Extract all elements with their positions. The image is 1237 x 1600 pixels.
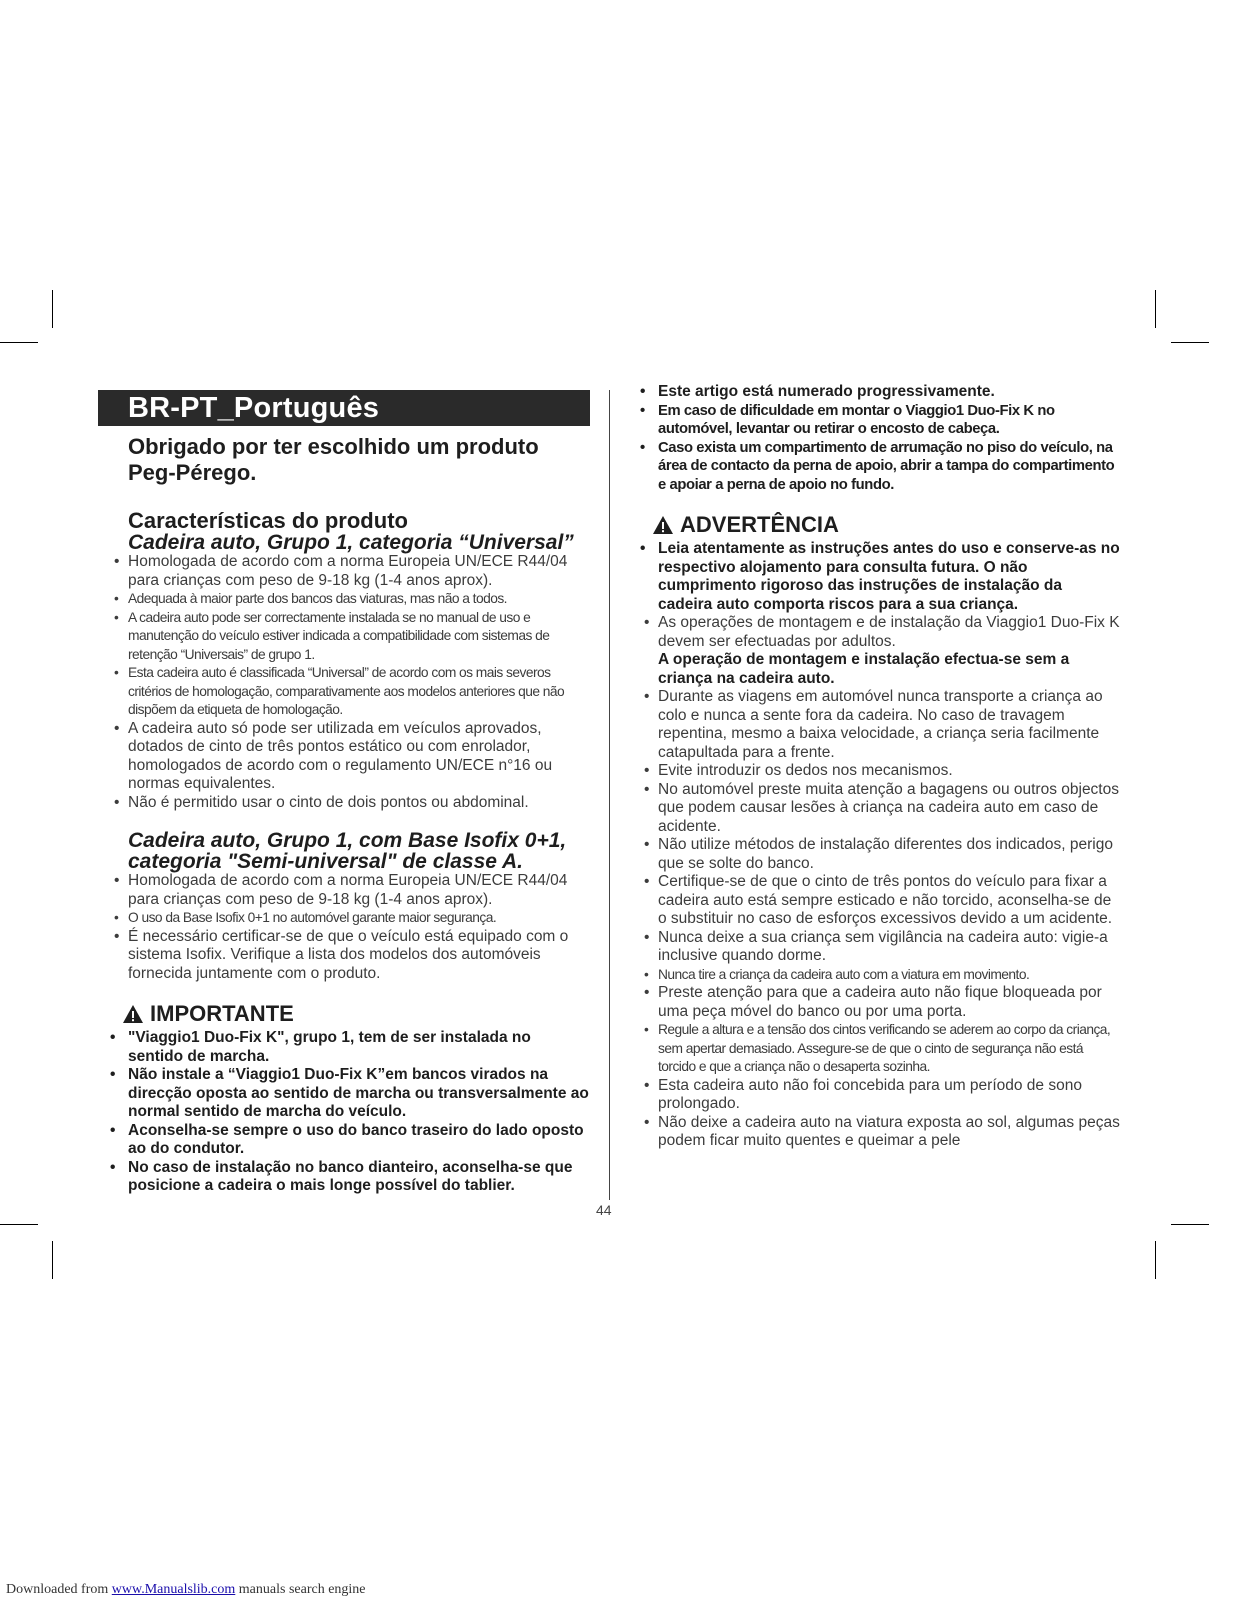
left-column [98,390,590,1196]
warning-icon [652,515,674,535]
assembly-text: As operações de montagem e de instalação da Viaggio1 Duo-Fix K devem ser efectuadas por adultos. [658,614,1120,650]
list-item: • Homologada de acordo com a norma Europeia UN/ECE R44/04 para crianças com peso de 9-18 kg (1-4 anos aprox). [98,553,590,590]
notes-list [628,383,1120,494]
crop-mark [1171,342,1209,343]
crop-mark [0,1224,38,1225]
list-item: • Caso exista um compartimento de arrumação no piso do veículo, na área de contacto da perna de apoio, abrir a tampa do compartimento e apoiar a perna de apoio no fundo. [628,439,1120,495]
crop-mark [0,342,38,343]
list-item: • Evite introduzir os dedos nos mecanismos. [628,762,1120,781]
list-item: • É necessário certificar-se de que o veículo está equipado com o sistema Isofix. Verifique a lista dos modelos dos automóveis fornecida juntamente com o produto. [98,928,590,984]
section-subtitle-universal: Cadeira auto, Grupo 1, categoria “Universal” [128,531,574,554]
assembly-bold-text: A operação de montagem e instalação efectua-se sem a criança na cadeira auto. [658,651,1070,687]
list-item: • Aconselha-se sempre o uso do banco traseiro do lado oposto ao do condutor. [98,1122,590,1159]
list-item: • Regule a altura e a tensão dos cintos verificando se aderem ao corpo da criança, sem apertar demasiado. Assegure-se de que o cinto de segurança não está torcido e que a criança não o desaperta sozinha. [628,1021,1120,1077]
list-item: • Não utilize métodos de instalação diferentes dos indicados, perigo que se solte do banco. [628,836,1120,873]
list-item: • Nunca deixe a sua criança sem vigilância na cadeira auto: vigie-a inclusive quando dorme. [628,929,1120,966]
section-subtitle-isofix: Cadeira auto, Grupo 1, com Base Isofix 0+1, categoria "Semi-universal" de classe A. [128,829,567,873]
list-item: • Não instale a “Viaggio1 Duo-Fix K”em bancos virados na direcção oposta ao sentido de marcha ou transversalmente ao normal sentido de marcha do veículo. [98,1066,590,1122]
features-list [98,553,590,812]
list-item: • Em caso de dificuldade em montar o Viaggio1 Duo-Fix K no automóvel, levantar ou retirar o encosto de cabeça. [628,402,1120,439]
isofix-list [98,872,590,983]
footer-suffix: manuals search engine [235,1582,366,1597]
list-item: • Nunca tire a criança da cadeira auto com a viatura em movimento. [628,966,1120,985]
column-divider [609,390,610,1200]
list-item: • O uso da Base Isofix 0+1 no automóvel garante maior segurança. [98,909,590,928]
list-item: • Durante as viagens em automóvel nunca transporte a criança ao colo e nunca a sente fora da cadeira. No caso de travagem repentina, mesmo a baixa velocidade, a criança seria facilmente catapultada para a frente. [628,688,1120,762]
footer-prefix: Downloaded from [6,1582,112,1597]
crop-mark [1155,1241,1156,1279]
thanks-heading: Obrigado por ter escolhido um produto Peg-Pérego. [128,434,539,485]
manualslib-link[interactable]: www.Manualslib.com [111,1582,236,1597]
list-item: • Adequada à maior parte dos bancos das viaturas, mas não a todos. [98,590,590,609]
list-item: • Esta cadeira auto não foi concebida para um período de sono prolongado. [628,1077,1120,1114]
list-item [628,614,1120,688]
importante-heading [122,1001,590,1027]
list-item: • Certifique-se de que o cinto de três pontos do veículo para fixar a cadeira auto está sempre esticado e não torcido, aconselha-se de o substituir no caso de esforços excessivos devido a um acidente. [628,873,1120,929]
list-item: • "Viaggio1 Duo-Fix K", grupo 1, tem de ser instalada no sentido de marcha. [98,1029,590,1066]
list-item: • Esta cadeira auto é classificada “Universal” de acordo com os mais severos critérios de homologação, comparativamente aos modelos anteriores que não dispõem da etiqueta de homologação. [98,664,590,720]
list-item: • Não deixe a cadeira auto na viatura exposta ao sol, algumas peças podem ficar muito quentes e queimar a pele [628,1114,1120,1151]
importante-list [98,1029,590,1196]
list-item: • A cadeira auto só pode ser utilizada em veículos aprovados, dotados de cinto de três pontos estático ou com enrolador, homologados de acordo com o regulamento UN/ECE n°16 ou normas equivalentes. [98,720,590,794]
list-item: • Não é permitido usar o cinto de dois pontos ou abdominal. [98,794,590,813]
section-title-features: Características do produto [128,508,408,533]
page-number: 44 [596,1202,612,1218]
list-item: • Este artigo está numerado progressivamente. [628,383,1120,402]
list-item: • Preste atenção para que a cadeira auto não fique bloqueada por uma peça móvel do banco ou por uma porta. [628,984,1120,1021]
advertencia-heading [652,512,1120,538]
crop-mark [1155,290,1156,328]
list-item: • Leia atentamente as instruções antes do uso e conserve-as no respectivo alojamento para consulta futura. O não cumprimento rigoroso das instruções de instalação da cadeira auto comporta riscos para a sua criança. [628,540,1120,614]
advertencia-title: ADVERTÊNCIA [680,512,839,537]
language-title: BR-PT_Português [98,390,590,426]
list-item: • Homologada de acordo com a norma Europeia UN/ECE R44/04 para crianças com peso de 9-18 kg (1-4 anos aprox). [98,872,590,909]
crop-mark [52,290,53,328]
download-footer [6,1582,366,1598]
warning-icon [122,1004,144,1024]
list-item: • A cadeira auto pode ser correctamente instalada se no manual de uso e manutenção do veículo estiver indicada a compatibilidade com sistemas de retenção “Universais” de grupo 1. [98,609,590,665]
importante-title: IMPORTANTE [150,1001,294,1026]
crop-mark [1171,1224,1209,1225]
list-item: • No caso de instalação no banco dianteiro, aconselha-se que posicione a cadeira o mais longe possível do tablier. [98,1159,590,1196]
list-item: • No automóvel preste muita atenção a bagagens ou outros objectos que podem causar lesões à criança na cadeira auto em caso de acidente. [628,781,1120,837]
right-column [628,383,1120,1151]
crop-mark [52,1241,53,1279]
advertencia-list [628,540,1120,1151]
